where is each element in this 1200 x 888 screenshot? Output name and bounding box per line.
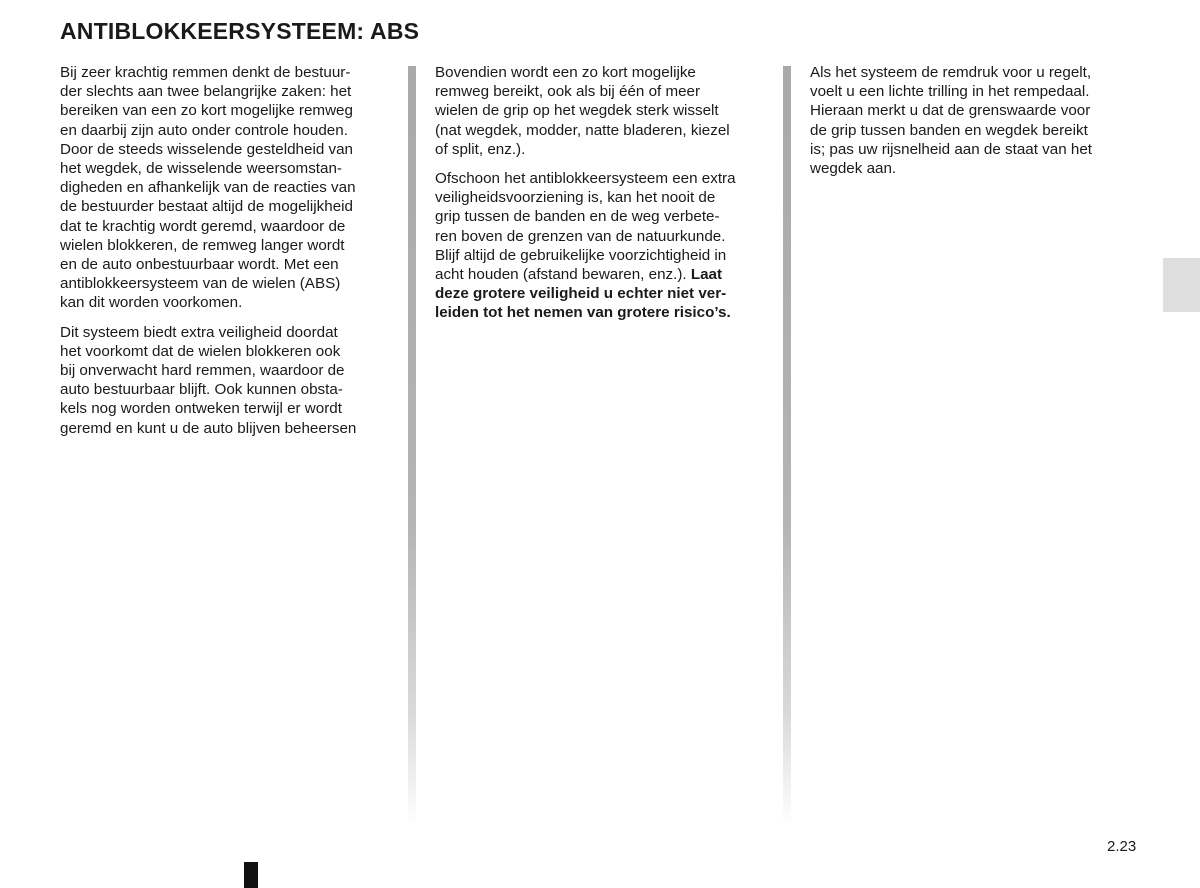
page-title: ANTIBLOKKEERSYSTEEM: ABS [60,18,420,44]
column-divider [408,66,416,826]
paragraph: Bij zeer krachtig remmen denkt de bestuur- der slechts aan twee belangrijke zaken: het bereiken van een zo kort mogelijke remweg en daarbij zijn auto onder controle houden. Door de steeds wisselende gesteldheid van het wegdek, de wisselende weersomstan- digheden en afhankelijk van de reacties van de bestuurder bestaat altijd de mogelijkheid dat te krachtig wordt geremd, waardoor de wielen blokkeren, de remweg langer wordt en de auto onbestuurbaar wordt. Met een antiblokkeersysteem van de wielen (ABS) kan dit worden voorkomen. [60,64,356,312]
text-column-1 [60,63,392,448]
column-divider [783,66,791,826]
safety-warning-text: Laat deze grotere veiligheid u echter niet ver- leiden tot het nemen van grotere risico’s. [435,266,731,322]
text-column-2 [435,63,767,333]
paragraph: Bovendien wordt een zo kort mogelijke remweg bereikt, ook als bij één of meer wielen de grip op het wegdek sterk wisselt (nat wegdek, modder, natte bladeren, kiezel of split, enz.). [435,64,730,158]
paragraph-text: Ofschoon het antiblokkeersysteem een extra veiligheidsvoorziening is, kan het nooit de grip tussen de banden en de weg verbete- ren boven de grenzen van de natuurkunde. Blijf altijd de gebruikelijke voorzichtigheid in acht houden (afstand bewaren, enz.). [435,170,736,284]
paragraph: Als het systeem de remdruk voor u regelt, voelt u een lichte trilling in het rempedaal. Hieraan merkt u dat de grenswaarde voor de grip tussen banden en wegdek bereikt is; pas uw rijsnelheid aan de staat van het wegdek aan. [810,64,1092,178]
chapter-tab [1163,258,1200,312]
text-column-3 [810,63,1142,188]
paragraph-with-warning [435,169,767,323]
print-crop-mark [244,862,258,888]
page-number: 2.23 [1107,838,1137,855]
paragraph: Dit systeem biedt extra veiligheid doordat het voorkomt dat de wielen blokkeren ook bij onverwacht hard remmen, waardoor de auto bestuurbaar blijft. Ook kunnen obsta- kels nog worden ontweken terwijl er wordt geremd en kunt u de auto blijven beheersen [60,323,357,437]
